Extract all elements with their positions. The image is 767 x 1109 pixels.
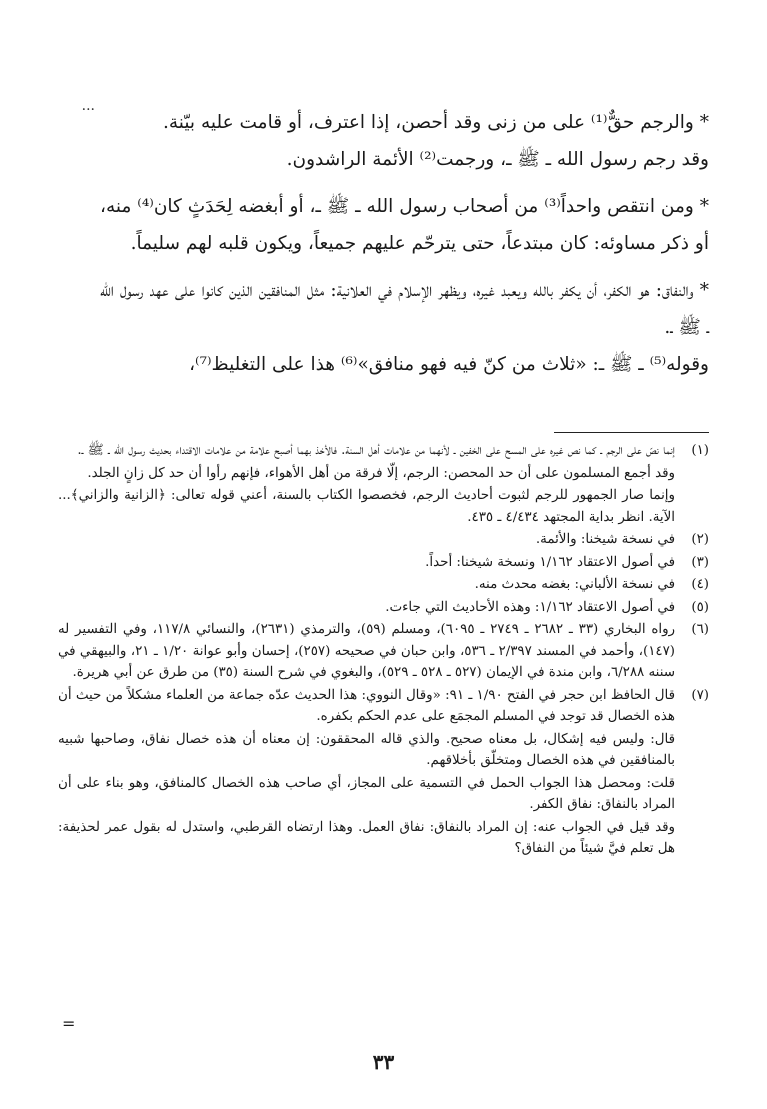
footnote-text: وإنما صار الجمهور للرجم لثبوت أحاديث الرجم، فخصصوا الكتاب بالسنة، أعني قوله تعالى: ﴿الزانية والزاني﴾... الآية. انظر بداية المجتهد ٤/٤٣٤ ـ ٤٣٥. bbox=[58, 488, 675, 525]
footnote-number: (٤) bbox=[691, 577, 709, 592]
paragraph-rajm: * والرجم حقٌّ⁽¹⁾ على من زنى وقد أحصن، إذا اعترف، أو قامت عليه بيّنة. bbox=[162, 112, 709, 133]
footnote-number: (٢) bbox=[691, 532, 709, 547]
footnote bbox=[58, 529, 709, 552]
footnote-text: إنما نصّ على الرجم ـ كما نص غيره على المسح على الخفين ـ لأنهما من علامات أهل السنة. فالأخذ بهما أصبح علامة من علامات الاقتداء بحديث رسول الله ـ ﷺ ـ. bbox=[77, 443, 675, 458]
footnotes bbox=[58, 440, 709, 861]
footnote-number: (٥) bbox=[691, 599, 709, 615]
footnote-text: وقد أجمع المسلمون على أن حد المحصن: الرجم، إلّا فرقة من أهل الأهواء، فإنهم رأوا أن حد كل زانٍ الجلد. bbox=[87, 465, 675, 481]
footnote-text: قال الحافظ ابن حجر في الفتح ١/٩٠ ـ ٩١: «وقال النووي: هذا الحديث عدّه جماعة من العلماء مشكلاً من حيث أن هذه الخصال قد توجد في المسلم المجمَع على عدم الحكم بكفره. bbox=[58, 687, 676, 724]
page-number: ٣٣ bbox=[372, 1050, 395, 1074]
footnote-divider bbox=[554, 432, 709, 433]
footnote bbox=[58, 597, 709, 620]
footnote bbox=[58, 440, 709, 529]
footnote-text: رواه البخاري (٣٣ ـ ٢٦٨٢ ـ ٢٧٤٩ ـ ٦٠٩٥)، ومسلم (٥٩)، والترمذي (٢٦٣١)، والنسائي ١١٧/٨، وفي التفسير له (١٤٧)، وأحمد في المسند ٢/٣٩٧ ـ ٥٣٦، وابن حبان في صحيحه (٢٥٧)، إحسان وأبو عوانة ١/٢٠ ـ ٢١، والبيهقي في سننه ٦/٢٨٨، وابن مندة في الإيمان (٥٢٧ ـ ٥٢٨ ـ ٥٢٩)، والبغوي في شرح السنة (٣٥) من طرق عن أبي هريرة. bbox=[58, 622, 676, 680]
paragraph-rajm-2: وقد رجم رسول الله ـ ﷺ ـ، ورجمت⁽²⁾ الأئمة الراشدون. bbox=[286, 149, 709, 170]
footnote bbox=[58, 619, 709, 685]
footnote-text: في نسخة شيخنا: والأئمة. bbox=[535, 532, 675, 547]
main-text bbox=[100, 104, 709, 383]
continuation-mark: = bbox=[62, 1014, 76, 1033]
footnote-text: قال: وليس فيه إشكال، بل معناه صحيح. والذي قاله المحققون: إن معناه أن هذه خصال نفاق، وصاحبها شبيه بالمنافقين في هذه الخصال ومتخلّق بأخلاقهم. bbox=[58, 731, 675, 768]
footnote-text: قلت: ومحصل هذا الجواب الحمل في التسمية على المجاز، أي صاحب هذه الخصال كالمنافق، وهو بناء على أن المراد بالنفاق: نفاق الكفر. bbox=[58, 775, 675, 812]
footnote bbox=[58, 552, 709, 575]
paragraph-sahaba: * ومن انتقص واحداً⁽³⁾ من أصحاب رسول الله ـ ﷺ ـ، أو أبغضه لِحَدَثٍ كان⁽⁴⁾ منه، أو ذكر مساوئه: كان مبتدعاً، حتى يترحّم عليهم جميعاً، ويكون قلبه لهم سليماً. bbox=[100, 196, 709, 254]
footnote-number: (١) bbox=[691, 443, 709, 458]
corner-mark: ··· bbox=[81, 102, 95, 118]
footnote-text: في أصول الاعتقاد ١/١٦٢: وهذه الأحاديث التي جاءت. bbox=[385, 599, 675, 615]
paragraph-hadith: وقوله⁽⁵⁾ ـ ﷺ ـ: «ثلاث من كنّ فيه فهو منافق»⁽⁶⁾ هذا على التغليظ⁽⁷⁾، bbox=[189, 354, 709, 375]
footnote bbox=[58, 685, 709, 861]
paragraph-nifaq: * والنفاق: هو الكفر، أن يكفر بالله ويعبد غيره، ويظهر الإسلام في العلانية: مثل المنافقين الذين كانوا على عهد رسول الله ـ ﷺ ـ. bbox=[100, 280, 709, 338]
footnote-number: (٦) bbox=[691, 622, 709, 637]
footnote bbox=[58, 574, 709, 597]
footnote-text: في نسخة الألباني: بغضه محدث منه. bbox=[474, 577, 675, 592]
footnote-text: في أصول الاعتقاد ١/١٦٢ ونسخة شيخنا: أحداً. bbox=[425, 554, 675, 570]
footnote-number: (٣) bbox=[691, 554, 709, 570]
footnote-number: (٧) bbox=[691, 687, 709, 703]
footnote-text: وقد قيل في الجواب عنه: إن المراد بالنفاق: نفاق العمل. وهذا ارتضاه القرطبي، واستدل له بقول عمر لحذيفة: هل تعلم فيَّ شيئاً من النفاق؟ bbox=[58, 819, 675, 856]
